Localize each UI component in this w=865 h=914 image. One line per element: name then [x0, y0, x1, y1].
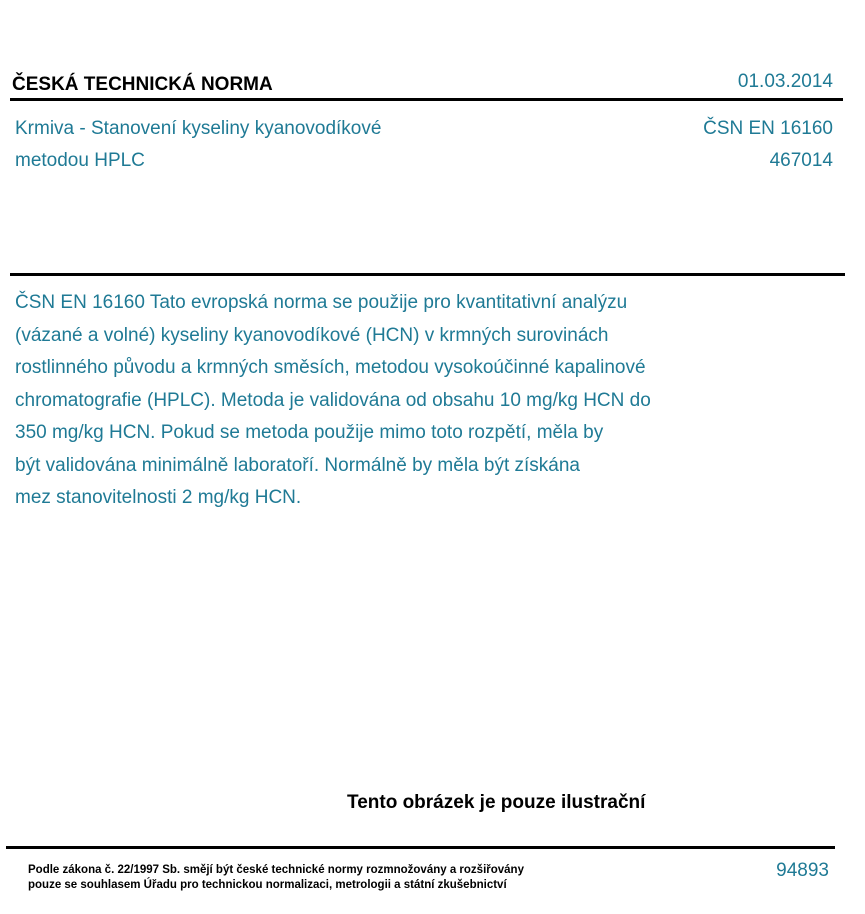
document-number: 94893 [776, 860, 829, 881]
illustration-note: Tento obrázek je pouze ilustrační [347, 792, 646, 813]
legal-notice [28, 863, 524, 893]
header-divider [10, 98, 843, 101]
abstract-line: (vázané a volné) kyseliny kyanovodíkové (HCN) v krmných surovinách [15, 324, 609, 346]
abstract-line: rostlinného původu a krmných směsích, metodou vysokoúčinné kapalinové [15, 357, 646, 378]
standard-code: ČSN EN 16160 [703, 118, 833, 139]
document-type-title: ČESKÁ TECHNICKÁ NORMA [12, 74, 273, 95]
abstract-line: ČSN EN 16160 Tato evropská norma se použije pro kvantitativní analýzu [15, 292, 628, 313]
abstract-line: 350 mg/kg HCN. Pokud se metoda použije mimo toto rozpětí, měla by [15, 422, 604, 443]
abstract-line: mez stanovitelnosti 2 mg/kg HCN. [15, 487, 302, 508]
publication-date: 01.03.2014 [737, 71, 833, 92]
footer-divider [6, 846, 835, 849]
legal-line: Podle zákona č. 22/1997 Sb. smějí být české technické normy rozmnožovány a rozšiřovány [28, 864, 524, 876]
standard-title-line-1: Krmiva - Stanovení kyseliny kyanovodíkové [15, 118, 382, 139]
abstract-line: být validována minimálně laboratoří. Normálně by měla být získána [15, 454, 580, 476]
abstract-line: chromatografie (HPLC). Metoda je validována od obsahu 10 mg/kg HCN do [15, 389, 651, 411]
legal-line: pouze se souhlasem Úřadu pro technickou normalizaci, metrologii a státní zkušebnictví [28, 879, 507, 891]
classification-number: 467014 [769, 150, 833, 171]
standard-title-line-2: metodou HPLC [15, 150, 145, 171]
title-divider [10, 273, 845, 276]
abstract-text [15, 287, 775, 515]
